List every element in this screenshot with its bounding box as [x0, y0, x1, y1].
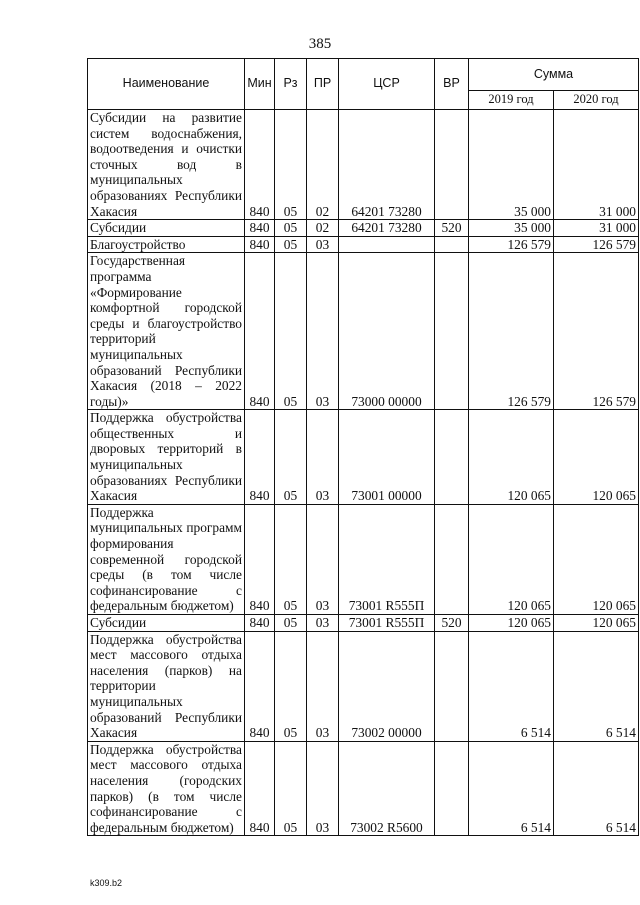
cell-csr: 64201 73280 [339, 110, 435, 220]
cell-pr: 02 [307, 220, 339, 237]
header-vr: ВР [435, 59, 469, 110]
cell-rz: 05 [275, 615, 307, 632]
table-row [88, 253, 639, 410]
cell-min: 840 [245, 236, 275, 253]
cell-2020: 120 065 [554, 410, 639, 505]
cell-csr [339, 236, 435, 253]
cell-pr: 02 [307, 110, 339, 220]
cell-2019: 126 579 [469, 253, 554, 410]
header-2020: 2020 год [554, 91, 639, 110]
cell-2020: 126 579 [554, 236, 639, 253]
cell-vr [435, 253, 469, 410]
cell-name: Субсидии [88, 615, 245, 632]
cell-min: 840 [245, 741, 275, 836]
cell-name: Поддержка обустройства общественных и дворовых территорий в муниципальных образованиях Республики Хакасия [88, 410, 245, 505]
header-pr: ПР [307, 59, 339, 110]
header-sum: Сумма [469, 59, 639, 91]
cell-rz: 05 [275, 220, 307, 237]
cell-name: Поддержка обустройства мест массового отдыха населения (парков) на территории муниципальных образований Республики Хакасия [88, 631, 245, 741]
budget-table [87, 58, 639, 836]
cell-csr: 73000 00000 [339, 253, 435, 410]
cell-vr [435, 110, 469, 220]
table-row [88, 236, 639, 253]
cell-2019: 126 579 [469, 236, 554, 253]
cell-min: 840 [245, 615, 275, 632]
cell-2020: 6 514 [554, 741, 639, 836]
cell-min: 840 [245, 631, 275, 741]
cell-rz: 05 [275, 631, 307, 741]
cell-2019: 120 065 [469, 410, 554, 505]
cell-pr: 03 [307, 615, 339, 632]
cell-rz: 05 [275, 236, 307, 253]
cell-csr: 73001 R555П [339, 615, 435, 632]
table-row [88, 504, 639, 614]
cell-2020: 120 065 [554, 504, 639, 614]
header-rz: Рз [275, 59, 307, 110]
header-name: Наименование [88, 59, 245, 110]
cell-vr [435, 631, 469, 741]
cell-name: Поддержка муниципальных программ формирования современной городской среды (в том числе софинансирование с федеральным бюджетом) [88, 504, 245, 614]
cell-csr: 73002 R5600 [339, 741, 435, 836]
cell-2019: 6 514 [469, 631, 554, 741]
cell-name: Государственная программа «Формирование комфортной городской среды и благоустройство территорий муниципальных образований Республики Хакасия (2018 – 2022 годы)» [88, 253, 245, 410]
cell-2019: 120 065 [469, 504, 554, 614]
cell-2020: 31 000 [554, 220, 639, 237]
cell-2019: 120 065 [469, 615, 554, 632]
cell-pr: 03 [307, 236, 339, 253]
cell-2019: 35 000 [469, 110, 554, 220]
cell-2019: 35 000 [469, 220, 554, 237]
cell-pr: 03 [307, 253, 339, 410]
cell-csr: 73002 00000 [339, 631, 435, 741]
cell-min: 840 [245, 504, 275, 614]
cell-vr: 520 [435, 220, 469, 237]
header-csr: ЦСР [339, 59, 435, 110]
cell-pr: 03 [307, 410, 339, 505]
cell-rz: 05 [275, 410, 307, 505]
cell-min: 840 [245, 220, 275, 237]
cell-vr [435, 504, 469, 614]
cell-rz: 05 [275, 504, 307, 614]
cell-csr: 64201 73280 [339, 220, 435, 237]
table-row [88, 741, 639, 836]
cell-min: 840 [245, 253, 275, 410]
cell-pr: 03 [307, 504, 339, 614]
cell-min: 840 [245, 410, 275, 505]
cell-csr: 73001 00000 [339, 410, 435, 505]
cell-name: Поддержка обустройства мест массового отдыха населения (городских парков) (в том числе софинансирование с федеральным бюджетом) [88, 741, 245, 836]
cell-2019: 6 514 [469, 741, 554, 836]
cell-name: Благоустройство [88, 236, 245, 253]
cell-vr [435, 236, 469, 253]
cell-pr: 03 [307, 631, 339, 741]
header-min: Мин [245, 59, 275, 110]
cell-2020: 120 065 [554, 615, 639, 632]
cell-2020: 126 579 [554, 253, 639, 410]
cell-name: Субсидии [88, 220, 245, 237]
cell-vr [435, 741, 469, 836]
table-row [88, 220, 639, 237]
cell-name: Субсидии на развитие систем водоснабжения, водоотведения и очистки сточных вод в муниципальных образованиях Республики Хакасия [88, 110, 245, 220]
table-row [88, 410, 639, 505]
cell-2020: 31 000 [554, 110, 639, 220]
cell-vr: 520 [435, 615, 469, 632]
cell-rz: 05 [275, 110, 307, 220]
header-2019: 2019 год [469, 91, 554, 110]
footer-code: k309.b2 [90, 878, 123, 888]
table-row [88, 615, 639, 632]
table-row [88, 110, 639, 220]
cell-pr: 03 [307, 741, 339, 836]
cell-rz: 05 [275, 253, 307, 410]
cell-rz: 05 [275, 741, 307, 836]
page-number: 385 [308, 36, 332, 52]
cell-csr: 73001 R555П [339, 504, 435, 614]
cell-2020: 6 514 [554, 631, 639, 741]
cell-min: 840 [245, 110, 275, 220]
cell-vr [435, 410, 469, 505]
table-row [88, 631, 639, 741]
